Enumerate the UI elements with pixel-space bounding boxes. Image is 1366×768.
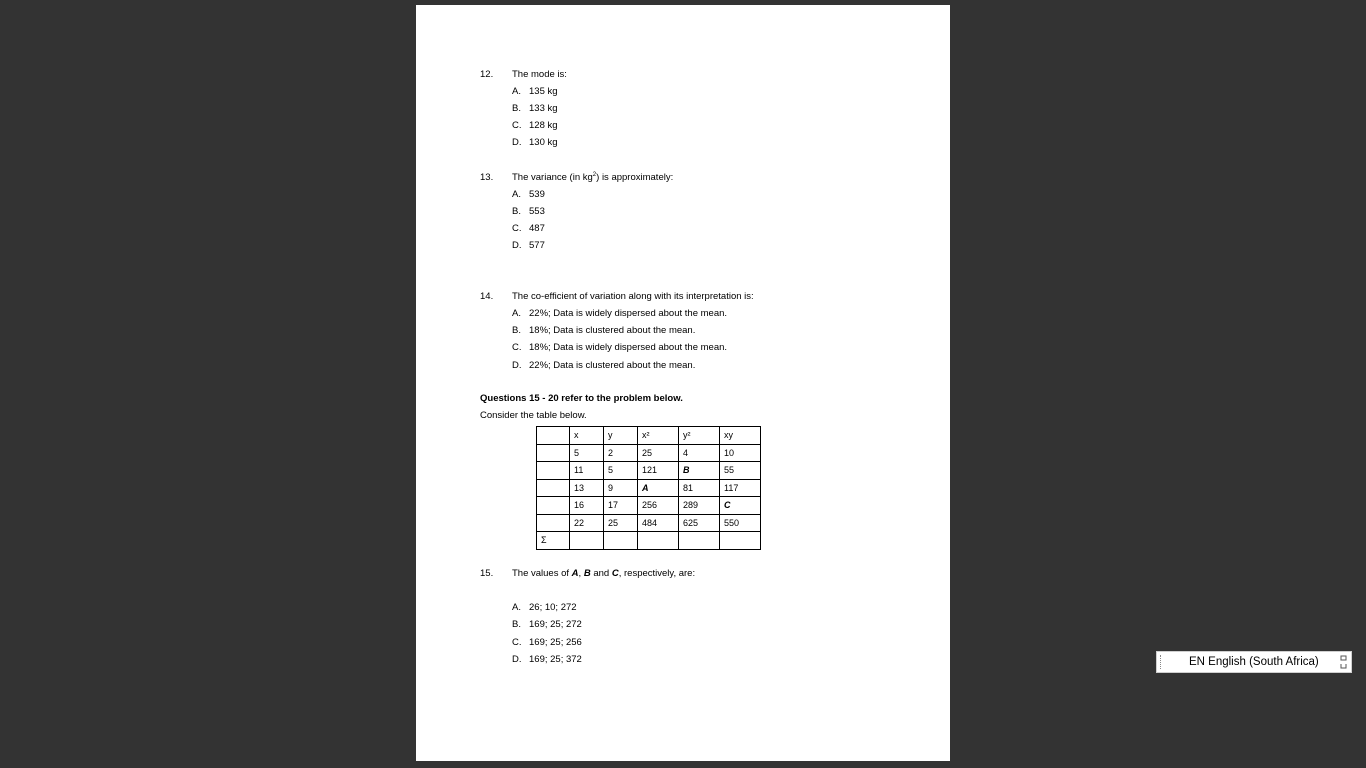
table-cell: 16 <box>570 497 604 515</box>
table-cell: y <box>604 427 638 445</box>
table-cell-unknown-b: B <box>679 462 720 480</box>
table-cell <box>720 532 761 550</box>
table-row <box>537 514 761 532</box>
table-cell <box>679 532 720 550</box>
table-cell <box>604 532 638 550</box>
option: B. 169; 25; 272 <box>512 619 582 630</box>
language-bar[interactable] <box>1156 651 1352 673</box>
option: C. 128 kg <box>512 120 558 131</box>
table-cell: 11 <box>570 462 604 480</box>
table-cell: 25 <box>604 514 638 532</box>
table-cell-unknown-c: C <box>720 497 761 515</box>
table-cell: 17 <box>604 497 638 515</box>
option: D. 577 <box>512 240 545 251</box>
table-cell: y² <box>679 427 720 445</box>
language-options-icon[interactable] <box>1340 654 1347 670</box>
question-text: The mode is: <box>512 69 567 80</box>
table-cell: 5 <box>570 444 604 462</box>
option: C. 169; 25; 256 <box>512 637 582 648</box>
table-cell: 2 <box>604 444 638 462</box>
table-cell <box>537 514 570 532</box>
grip-handle-icon[interactable] <box>1160 655 1163 669</box>
language-label[interactable]: EN English (South Africa) <box>1189 656 1319 668</box>
question-number: 14. <box>480 291 494 302</box>
table-sum-row <box>537 532 761 550</box>
table-cell: 550 <box>720 514 761 532</box>
question-text: The co-efficient of variation along with its interpretation is: <box>512 291 754 302</box>
option: A. 135 kg <box>512 86 558 97</box>
table-cell: 117 <box>720 479 761 497</box>
option: D. 169; 25; 372 <box>512 654 582 665</box>
option: B. 133 kg <box>512 103 558 114</box>
table-row <box>537 444 761 462</box>
question-text: The values of A, B and C, respectively, are: <box>512 568 696 579</box>
option: A. 22%; Data is widely dispersed about the mean. <box>512 308 728 319</box>
table-row <box>537 479 761 497</box>
option: D. 22%; Data is clustered about the mean. <box>512 360 696 371</box>
table-cell: 625 <box>679 514 720 532</box>
table-cell: 121 <box>638 462 679 480</box>
table-cell <box>537 462 570 480</box>
section-heading: Questions 15 - 20 refer to the problem below. <box>480 393 683 404</box>
table-cell: 22 <box>570 514 604 532</box>
question-number: 13. <box>480 172 494 183</box>
table-cell: 55 <box>720 462 761 480</box>
table-cell: 484 <box>638 514 679 532</box>
option: C. 487 <box>512 223 545 234</box>
table-cell: 10 <box>720 444 761 462</box>
question-text: The variance (in $kg^2$) is approximately: <box>512 172 674 184</box>
table-row <box>537 462 761 480</box>
option: D. 130 kg <box>512 137 558 148</box>
table-cell <box>537 497 570 515</box>
table-cell <box>537 479 570 497</box>
option: C. 18%; Data is widely dispersed about the mean. <box>512 342 728 353</box>
table-cell: 5 <box>604 462 638 480</box>
table-cell: 13 <box>570 479 604 497</box>
option: A. 539 <box>512 189 545 200</box>
table-cell: 4 <box>679 444 720 462</box>
question-number: 15. <box>480 568 494 579</box>
table-header-row <box>537 427 761 445</box>
table-row <box>537 497 761 515</box>
option: A. 26; 10; 272 <box>512 602 577 613</box>
question-number: 12. <box>480 69 494 80</box>
table-cell-unknown-a: A <box>638 479 679 497</box>
table-cell: xy <box>720 427 761 445</box>
document-page <box>416 5 950 761</box>
table-cell <box>570 532 604 550</box>
table-cell: x <box>570 427 604 445</box>
option: B. 18%; Data is clustered about the mean. <box>512 325 696 336</box>
option: B. 553 <box>512 206 545 217</box>
table-cell <box>537 444 570 462</box>
table-cell: 81 <box>679 479 720 497</box>
table-cell <box>638 532 679 550</box>
table-cell: 25 <box>638 444 679 462</box>
sigma-cell: Σ <box>537 532 570 550</box>
data-table <box>536 426 761 550</box>
table-cell: x² <box>638 427 679 445</box>
table-cell <box>537 427 570 445</box>
table-cell: 9 <box>604 479 638 497</box>
table-cell: 256 <box>638 497 679 515</box>
table-cell: 289 <box>679 497 720 515</box>
section-intro: Consider the table below. <box>480 410 587 421</box>
